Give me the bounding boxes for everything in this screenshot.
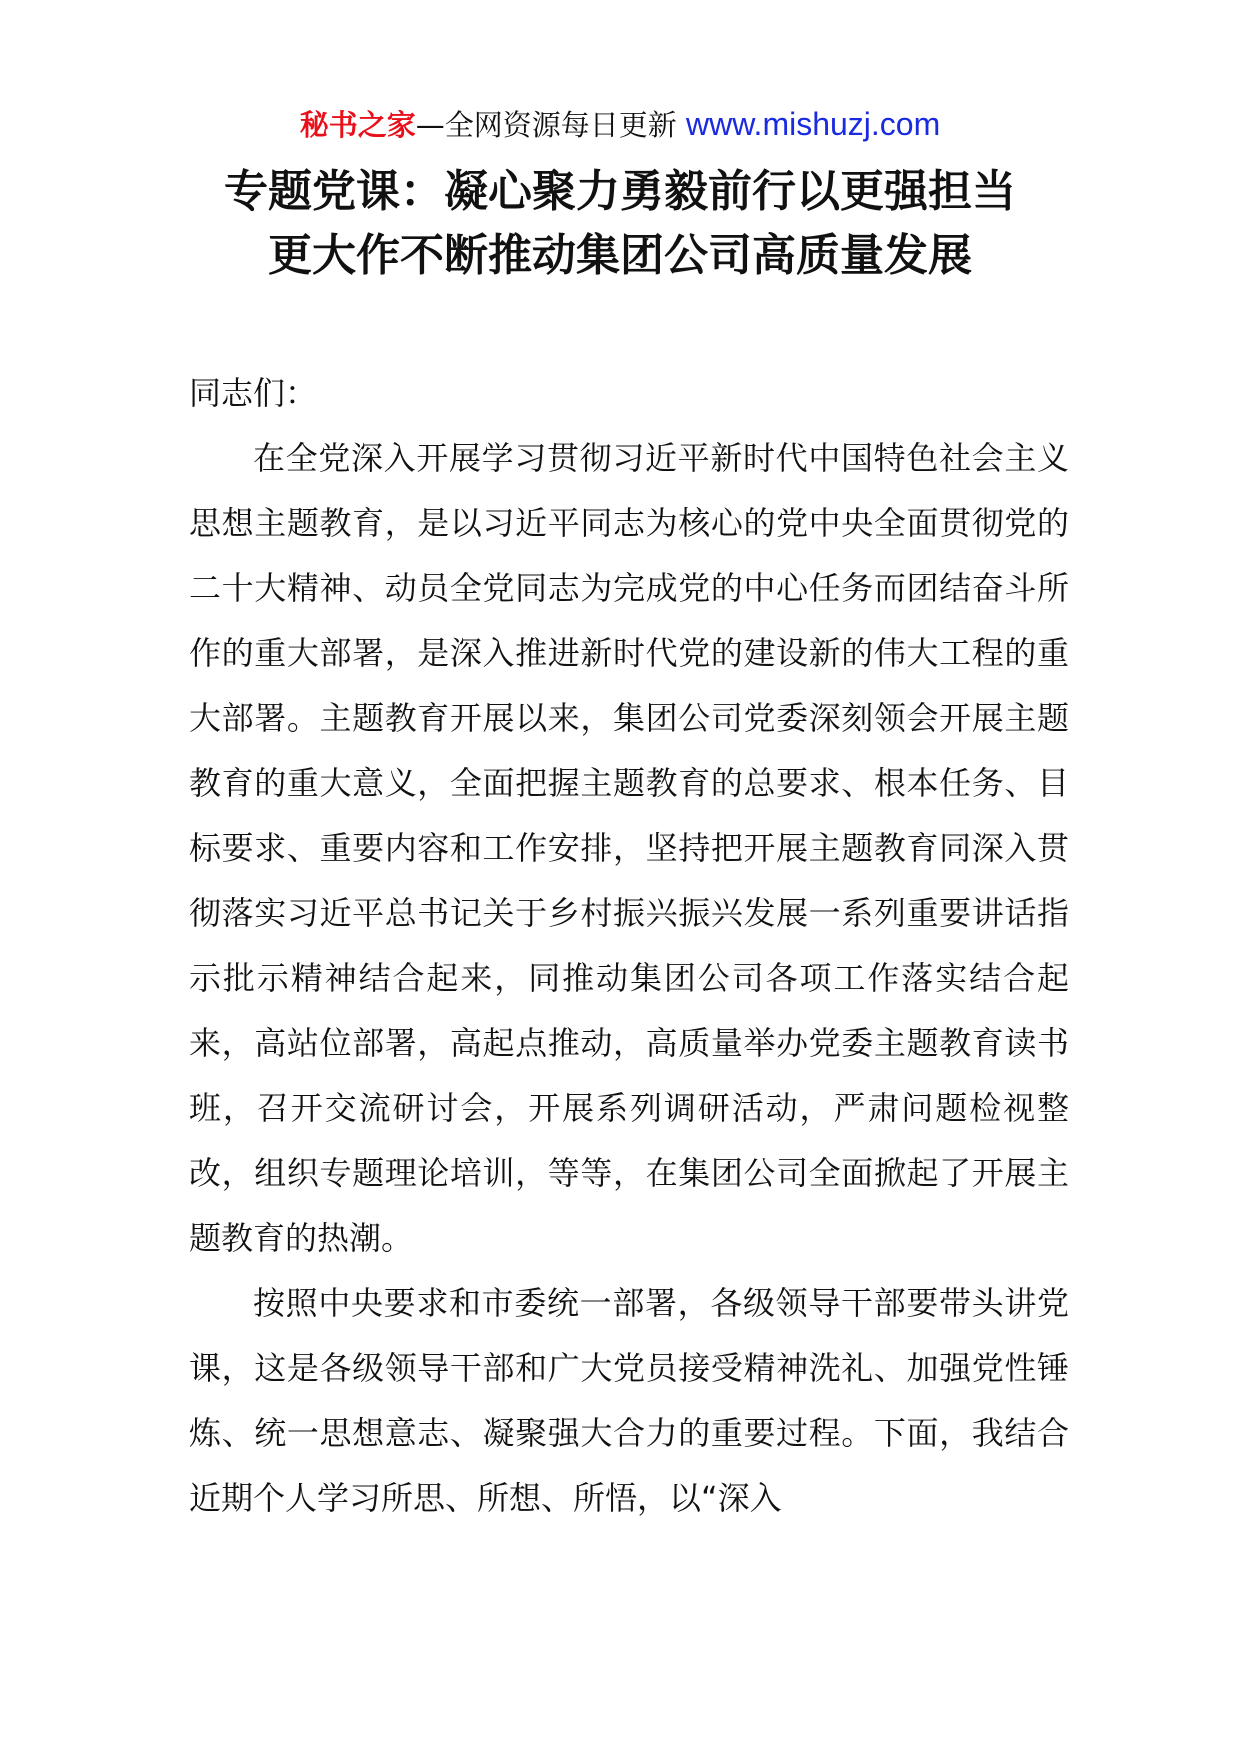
title-line-2: 更大作不断推动集团公司高质量发展 [268,230,972,281]
site-url-link[interactable]: www.mishuzj.com [685,106,941,142]
title-line-1: 专题党课：凝心聚力勇毅前行以更强担当 [224,166,1016,217]
salutation: 同志们： [189,374,318,412]
paragraph-2: 按照中央要求和市委统一部署，各级领导干部要带头讲党课，这是各级领导干部和广大党员接受精神洗礼、加强党性锤炼、统一思想意志、凝聚强大合力的重要过程。下面，我结合近期个人学习所思、所想、所悟，以“深入 [189,1284,1069,1517]
document-title [190,160,1050,288]
document-body [189,361,1069,1531]
paragraph-1: 在全党深入开展学习贯彻习近平新时代中国特色社会主义思想主题教育，是以习近平同志为核心的党中央全面贯彻党的二十大精神、动员全党同志为完成党的中心任务而团结奋斗所作的重大部署，是深入推进新时代党的建设新的伟大工程的重大部署。主题教育开展以来，集团公司党委深刻领会开展主题教育的重大意义，全面把握主题教育的总要求、根本任务、目标要求、重要内容和工作安排，坚持把开展主题教育同深入贯彻落实习近平总书记关于乡村振兴振兴发展一系列重要讲话指示批示精神结合起来，同推动集团公司各项工作落实结合起来，高站位部署，高起点推动，高质量举办党委主题教育读书班，召开交流研讨会，开展系列调研活动，严肃问题检视整改，组织专题理论培训，等等，在集团公司全面掀起了开展主题教育的热潮。 [189,439,1069,1257]
site-slogan: —全网资源每日更新 [415,108,677,142]
site-banner [0,104,1240,145]
site-brand: 秘书之家 [299,108,416,142]
